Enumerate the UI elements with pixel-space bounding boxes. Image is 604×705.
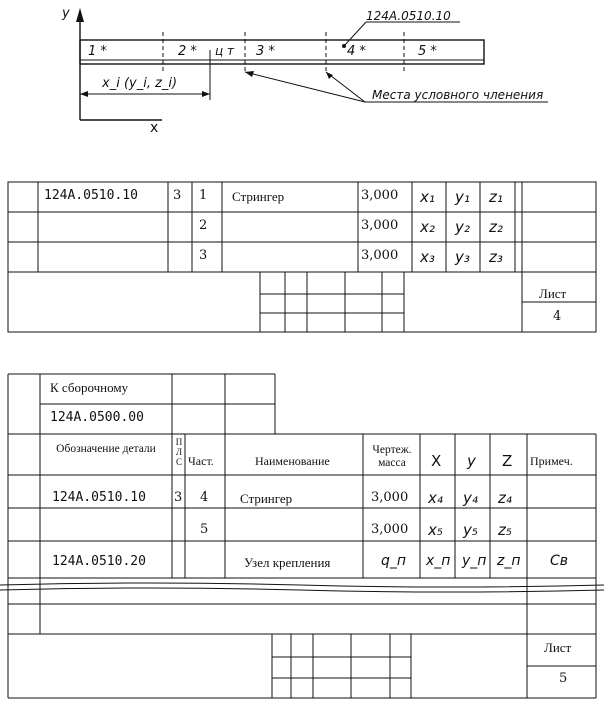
table2-y: y_п	[462, 553, 487, 569]
table1-name: Стрингер	[232, 189, 285, 204]
axis-y-label: y	[62, 6, 70, 21]
table2-pls: 3	[174, 490, 183, 505]
table2-name: Стрингер	[240, 491, 293, 506]
table1-x: x₁	[420, 188, 435, 206]
table1-grid	[0, 180, 604, 336]
table2-z: z₄	[498, 489, 512, 507]
segment-label: 4 *	[347, 44, 366, 59]
table2-x: x₅	[428, 521, 443, 539]
table1-designation: 124A.0510.10	[44, 188, 138, 203]
table2-sheet-label: Лист	[544, 640, 572, 655]
table2-mass: q_п	[381, 553, 407, 569]
table1-part: 3	[199, 248, 208, 263]
table1-z: z₁	[489, 188, 503, 206]
header-name: Наименование	[255, 454, 330, 468]
table2-y: y₅	[463, 521, 478, 539]
cg-label: ц т	[215, 44, 234, 58]
segment-label: 2 *	[178, 44, 197, 59]
header-pls: П Л С	[175, 437, 183, 467]
axis-x-label: x	[150, 120, 159, 136]
table2-name: Узел крепления	[244, 555, 331, 570]
assembly-label: К сборочному	[50, 380, 129, 395]
table2-mass: 3,000	[371, 490, 409, 505]
table1-y: y₃	[455, 248, 470, 266]
table1-x: x₃	[420, 248, 435, 266]
header-z: Z	[502, 452, 513, 470]
table1-sheet-number: 4	[553, 309, 562, 324]
segment-label: 3 *	[256, 44, 275, 59]
table2-y: y₄	[463, 489, 478, 507]
table2-designation: 124A.0510.10	[52, 490, 146, 505]
table2-part: 5	[200, 522, 209, 537]
table2-x: x_п	[426, 553, 451, 569]
table1-part: 2	[199, 218, 208, 233]
header-note: Примеч.	[530, 454, 573, 468]
table1-z: z₂	[489, 218, 503, 236]
segment-label: 5 *	[418, 44, 437, 59]
table1-sheet-label: Лист	[539, 286, 567, 301]
table2-part: 4	[200, 490, 209, 505]
table1-mass: 3,000	[361, 218, 399, 233]
coord-label: x_i (y_i, z_i)	[102, 76, 178, 91]
segment-label: 1 *	[88, 44, 107, 59]
header-mass: Чертеж. масса	[372, 444, 412, 469]
table1-pls: 3	[173, 188, 182, 203]
table2-z: z_п	[497, 553, 521, 569]
section-note: Места условного членения	[372, 88, 544, 102]
header-y: y	[467, 452, 476, 470]
header-part: Част.	[188, 454, 214, 468]
table2-mass: 3,000	[371, 522, 409, 537]
table1-x: x₂	[420, 218, 435, 236]
assembly-ref: 124A.0500.00	[50, 410, 144, 425]
header-x: X	[431, 452, 442, 470]
table1-z: z₃	[489, 248, 503, 266]
table1-mass: 3,000	[361, 188, 399, 203]
table2-x: x₄	[428, 489, 443, 507]
part-ref-label: 124A.0510.10	[366, 9, 451, 23]
table2-z: z₅	[498, 521, 512, 539]
table1-y: y₂	[455, 218, 470, 236]
section-diagram	[0, 0, 604, 150]
table1-part: 1	[199, 188, 208, 203]
table2-sheet-number: 5	[559, 671, 568, 686]
table1-y: y₁	[455, 188, 470, 206]
header-designation: Обозначение детали	[56, 443, 156, 455]
table1-mass: 3,000	[361, 248, 399, 263]
table2-note: Св	[550, 553, 569, 569]
table2-designation: 124A.0510.20	[52, 554, 146, 569]
